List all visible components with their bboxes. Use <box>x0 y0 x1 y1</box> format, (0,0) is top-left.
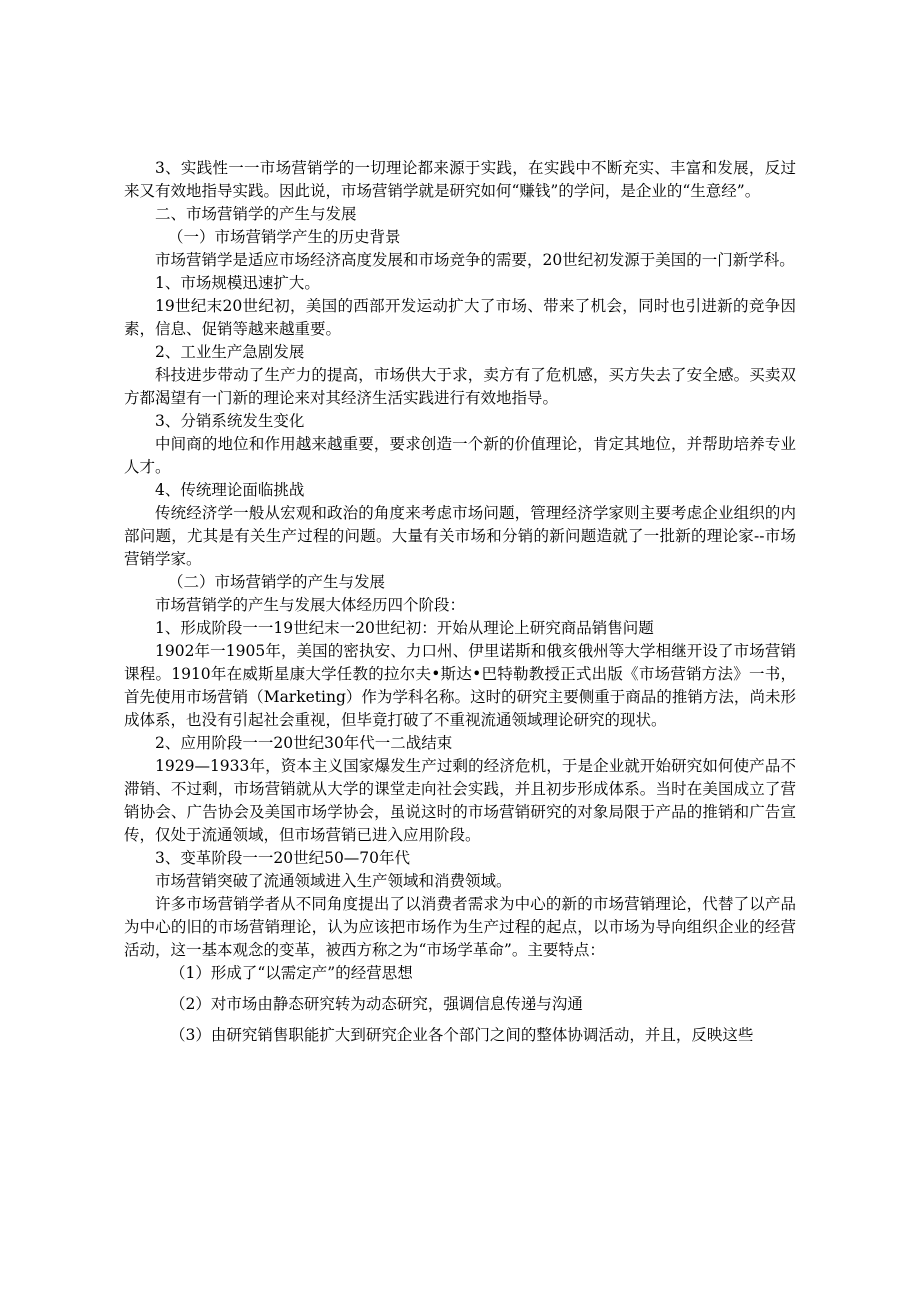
paragraph-application-stage: 1929—1933年，资本主义国家爆发生产过剩的经济危机，于是企业就开始研究如何使产品不滞销、不过剩，市场营销就从大学的课堂走向社会实践，并且初步形成体系。当时在美国成立了营销协会、广告协会及美国市场学协会，虽说这时的市场营销研究的对象局限于产品的推销和广告宣传，仅处于流通领域，但市场营销已进入应用阶段。 <box>124 757 796 844</box>
subsection-heading-origin-development: （二）市场营销学的产生与发展 <box>168 573 386 591</box>
feature-list <box>124 962 796 1047</box>
paragraph-industrial-growth: 科技进步带动了生产力的提高，市场供大于求，卖方有了危机感，买方失去了安全感。买卖双方都渴望有一门新的理论来对其经济生活实践进行有效地指导。 <box>124 366 796 407</box>
paragraph-origin-summary: 市场营销学是适应市场经济高度发展和市场竞争的需要，20世纪初发源于美国的一门新学科。 <box>155 251 795 269</box>
list-item: （3）由研究销售职能扩大到研究企业各个部门之间的整体协调活动，并且，反映这些 <box>170 1026 754 1044</box>
paragraph-theory-challenge: 传统经济学一般从宏观和政治的角度来考虑市场问题，管理经济学家则主要考虑企业组织的内部问题，尤其是有关生产过程的问题。大量有关市场和分销的新问题造就了一批新的理论家--市场营销学家。 <box>124 504 796 568</box>
list-item: （2）对市场由静态研究转为动态研究，强调信息传递与沟通 <box>170 995 583 1013</box>
list-item: （1）形成了“以需定产”的经营思想 <box>170 964 413 982</box>
paragraph-practicality: 3、实践性一一市场营销学的一切理论都来源于实践，在实践中不断充实、丰富和发展，反过来又有效地指导实践。因此说，市场营销学就是研究如何“赚钱”的学问，是企业的“生意经”。 <box>124 159 796 200</box>
point-heading-industrial-growth: 2、工业生产急剧发展 <box>155 343 305 361</box>
paragraph-formation-stage: 1902年一1905年，美国的密执安、力口州、伊里诺斯和俄亥俄州等大学相继开设了市场营销课程。1910年在威斯星康大学任教的拉尔夫•斯达•巴特勒教授正式出版《市场营销方法》一书，首先使用市场营销（Marketing）作为学科名称。这时的研究主要侧重于商品的推销方法，尚未形成体系，也没有引起社会重视，但毕竟打破了不重视流通领域理论研究的现状。 <box>124 642 797 729</box>
point-heading-market-expansion: 1、市场规模迅速扩大。 <box>155 274 320 292</box>
stage-heading-formation: 1、形成阶段一一19世纪末一20世纪初：开始从理论上研究商品销售问题 <box>155 619 654 637</box>
point-heading-distribution-change: 3、分销系统发生变化 <box>155 412 305 430</box>
paragraph-marketing-revolution: 许多市场营销学者从不同角度提出了以消费者需求为中心的新的市场营销理论，代替了以产品为中心的旧的市场营销理论，认为应该把市场作为生产过程的起点，以市场为导向组织企业的经营活动，这一基本观念的变革，被西方称之为“市场学革命”。主要特点： <box>124 895 796 959</box>
subsection-heading-historical-background: （一）市场营销学产生的历史背景 <box>168 228 401 246</box>
paragraph-transformation-scope: 市场营销突破了流通领域进入生产领域和消费领域。 <box>155 872 512 890</box>
paragraph-distribution-change: 中间商的地位和作用越来越重要，要求创造一个新的价值理论，肯定其地位，并帮助培养专业人才。 <box>124 435 796 476</box>
point-heading-theory-challenge: 4、传统理论面临挑战 <box>155 481 305 499</box>
paragraph-market-expansion: 19世纪末20世纪初，美国的西部开发运动扩大了市场、带来了机会，同时也引进新的竞争因素，信息、促销等越来越重要。 <box>124 297 796 338</box>
stage-heading-transformation: 3、变革阶段一一20世纪50—70年代 <box>155 849 411 867</box>
document-page <box>124 157 796 1047</box>
stage-heading-application: 2、应用阶段一一20世纪30年代一二战结束 <box>155 734 453 752</box>
paragraph-four-stages-intro: 市场营销学的产生与发展大体经历四个阶段： <box>155 596 466 614</box>
section-heading-origin-development: 二、市场营销学的产生与发展 <box>155 205 357 223</box>
